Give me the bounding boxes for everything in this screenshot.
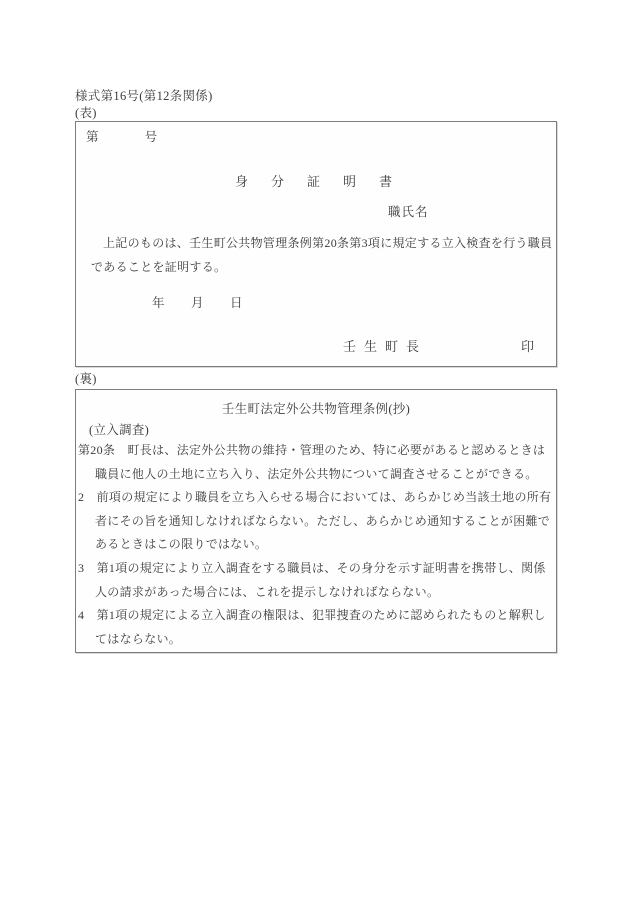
front-side-label: (表) <box>75 106 97 120</box>
ordinance-line-4: 者にその旨を通知しなければならない。ただし、あらかじめ通知することが困難で <box>95 513 551 528</box>
ordinance-line-9: てはならない。 <box>95 631 182 646</box>
ordinance-line-3: 2 前項の規定により職員を立ち入らせる場合においては、あらかじめ当該土地の所有 <box>78 490 552 505</box>
date-line: 年 月 日 <box>152 296 250 310</box>
document-content <box>75 88 557 653</box>
section-heading: (立入調査) <box>89 423 150 437</box>
certification-line-2: であることを証明する。 <box>91 259 227 274</box>
ordinance-line-1: 第20条 町長は、法定外公共物の維持・管理のため、特に必要があると認めるときは <box>78 443 546 457</box>
id-card-back <box>75 389 557 653</box>
document-number-line <box>86 129 556 146</box>
issuer-name: 壬生町長 <box>343 339 428 354</box>
back-side-label: (裏) <box>75 372 97 386</box>
seal-mark: 印 <box>520 339 534 354</box>
doc-number-prefix: 第 <box>86 130 99 144</box>
holder-name-label: 職氏名 <box>388 205 429 219</box>
ordinance-line-6: 3 第1項の規定により立入調査をする職員は、その身分を示す証明書を携帯し、関係 <box>78 560 546 575</box>
doc-number-suffix: 号 <box>144 130 158 144</box>
ordinance-line-5: あるときはこの限りではない。 <box>95 537 268 552</box>
id-card-front <box>75 121 557 367</box>
certification-line-1: 上記のものは、壬生町公共物管理条例第20条第3項に規定する立入検査を行う職員 <box>103 236 553 250</box>
ordinance-line-7: 人の請求があった場合には、これを提示しなければならない。 <box>95 584 440 599</box>
ordinance-title: 壬生町法定外公共物管理条例(抄) <box>221 402 411 416</box>
ordinance-line-2: 職員に他人の土地に立ち入り、法定外公共物について調査させることができる。 <box>95 466 538 481</box>
ordinance-text <box>76 439 556 651</box>
id-card-title: 身 分 証 明 書 <box>234 174 397 189</box>
certification-text <box>91 232 556 279</box>
ordinance-line-8: 4 第1項の規定による立入調査の権限は、犯罪捜査のために認められたものと解釈し <box>78 608 546 623</box>
issuer-line <box>76 338 556 356</box>
form-number-label: 様式第16号(第12条関係) <box>75 89 213 103</box>
